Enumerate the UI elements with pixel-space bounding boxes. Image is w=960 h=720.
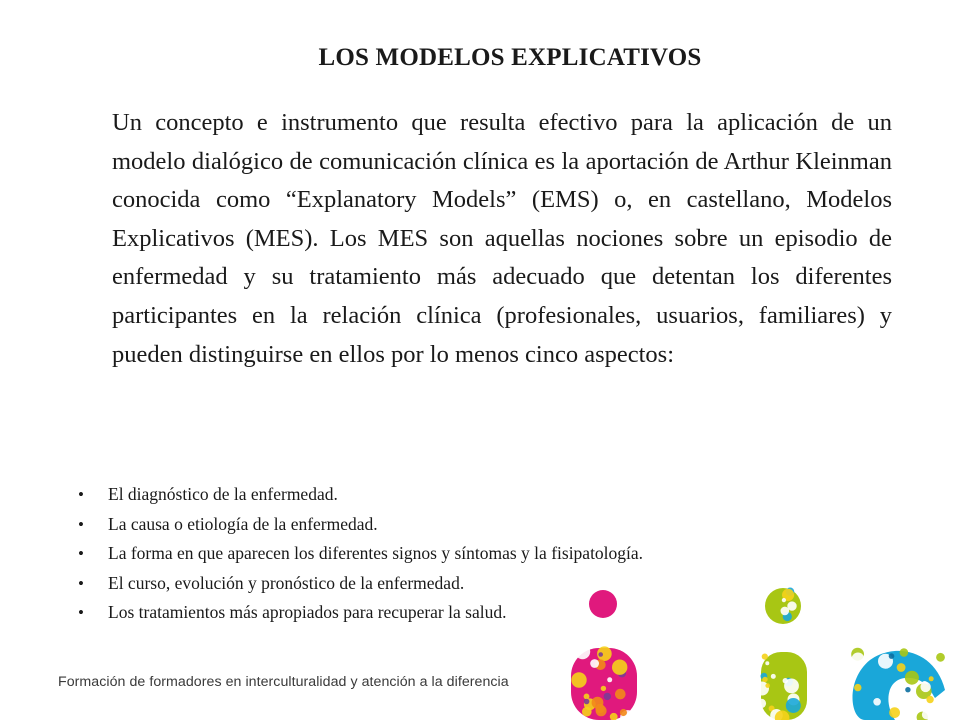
logo-dot bbox=[854, 684, 861, 691]
list-item bbox=[78, 573, 643, 603]
footer-caption: Formación de formadores en interculturalidad y atención a la diferencia bbox=[58, 674, 509, 690]
logo-dot bbox=[575, 644, 590, 659]
logo-dot bbox=[935, 712, 944, 720]
list-item-text: La forma en que aparecen los diferentes signos y síntomas y la fisipatología. bbox=[108, 543, 644, 563]
logo-dot bbox=[762, 677, 767, 682]
logo-dot bbox=[571, 672, 586, 687]
logo-dot bbox=[889, 707, 900, 718]
logo-dot bbox=[615, 689, 626, 700]
logo-dot bbox=[786, 698, 801, 713]
logo-dot bbox=[897, 663, 906, 672]
logo-dot bbox=[584, 699, 590, 705]
bullet-icon: • bbox=[78, 573, 84, 593]
logo-dot bbox=[590, 659, 599, 668]
logo-dot bbox=[757, 699, 766, 708]
bullet-icon: • bbox=[78, 544, 84, 563]
logo-dot bbox=[598, 652, 603, 657]
logo-dot bbox=[601, 686, 606, 691]
logo-dot bbox=[620, 709, 627, 716]
logo-dot bbox=[787, 601, 796, 610]
logo-dot bbox=[771, 674, 776, 679]
logo-dot bbox=[604, 693, 611, 700]
bullet-icon: • bbox=[78, 603, 84, 622]
logo-dot bbox=[922, 710, 931, 719]
list-item bbox=[78, 514, 643, 544]
logo-dot bbox=[612, 660, 627, 675]
logo-dot bbox=[852, 653, 865, 666]
logo-dot bbox=[765, 661, 769, 665]
logo-dot bbox=[873, 698, 881, 706]
list-item-text: La causa o etiología de la enfermedad. bbox=[108, 513, 378, 534]
logo-dot bbox=[929, 676, 934, 681]
list-item-text: El diagnóstico de la enfermedad. bbox=[108, 484, 338, 504]
logo-dot bbox=[926, 696, 933, 703]
slide-title: LOS MODELOS EXPLICATIVOS bbox=[318, 44, 702, 71]
list-item-text: El curso, evolución y pronóstico de la enfermedad. bbox=[108, 572, 465, 593]
list-item bbox=[78, 602, 643, 632]
main-paragraph: Un concepto e instrumento que resulta efectivo para la aplicación de un modelo dialógico de comunicación clínica es la aportación de Arthur Kleinman conocida como “Explanatory Models” (EMS) o, en castellano, Modelos Explicativos (MES). Los MES son aquellas nociones sobre un episodio de enfermedad y su tratamiento más adecuado que detentan los diferentes participantes en la relación clínica (profesionales, usuarios, familiares) y pueden distinguirse en ellos por lo menos cinco aspectos: bbox=[112, 109, 892, 368]
logo-dot bbox=[607, 677, 612, 682]
logo-dot bbox=[905, 671, 919, 685]
logo-dot bbox=[905, 687, 910, 692]
logo-dot bbox=[765, 683, 770, 688]
logo-dot bbox=[582, 707, 592, 717]
logo-dot bbox=[784, 679, 799, 694]
logo-dot bbox=[596, 705, 607, 716]
bullet-icon: • bbox=[78, 485, 84, 504]
logo-dot bbox=[920, 682, 930, 692]
logo-dot bbox=[782, 598, 786, 602]
logo-dot bbox=[889, 653, 895, 659]
list-item-text: Los tratamientos más apropiados para recuperar la salud. bbox=[108, 602, 507, 622]
list-item bbox=[78, 543, 643, 573]
logo-dot bbox=[936, 653, 945, 662]
logo-dot bbox=[900, 648, 909, 657]
list-item bbox=[78, 484, 643, 514]
logo-dot bbox=[762, 654, 768, 660]
bullet-icon: • bbox=[78, 514, 84, 534]
aspects-list bbox=[78, 484, 643, 632]
logo-dot bbox=[584, 694, 590, 700]
